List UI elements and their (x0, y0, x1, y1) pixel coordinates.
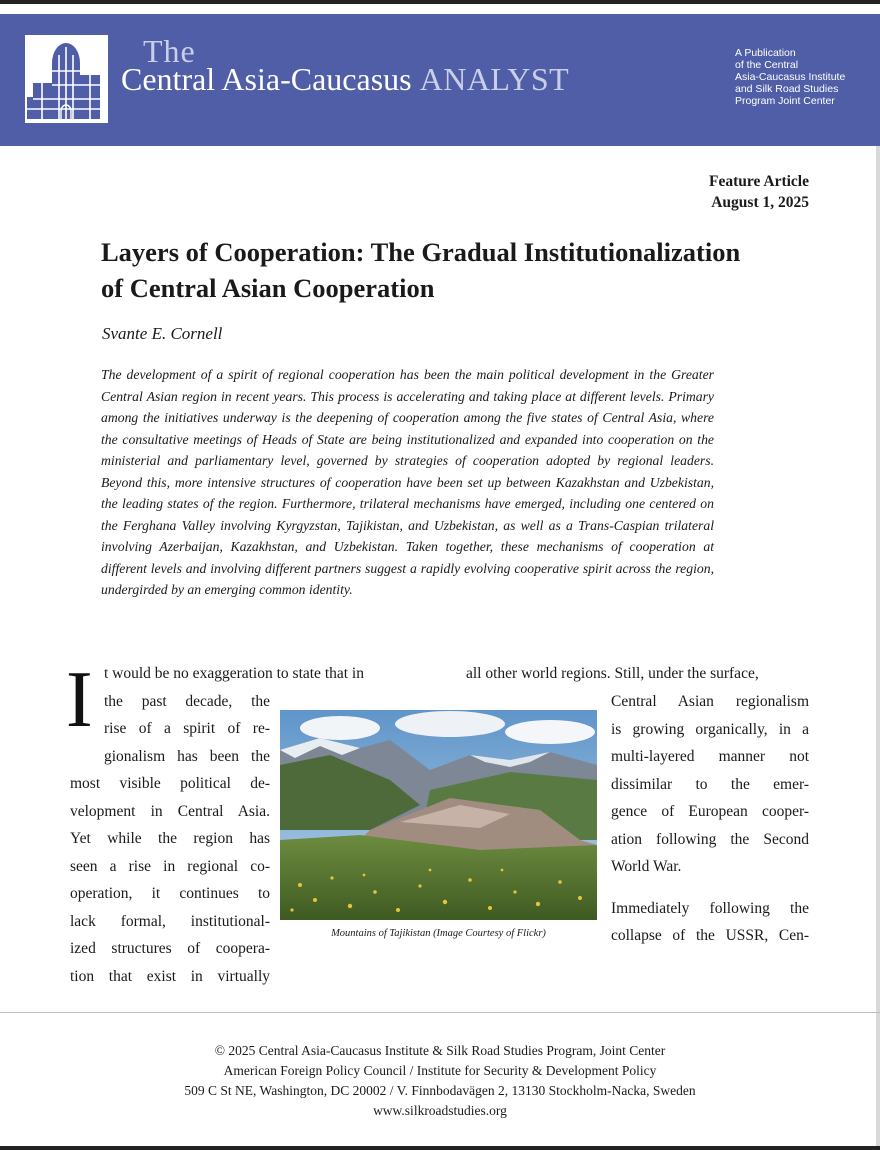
top-border (0, 0, 880, 4)
body-right-column (611, 688, 809, 950)
institute-logo (25, 35, 108, 123)
publication-line: Asia-Caucasus Institute (735, 71, 846, 83)
mountain-landscape-image (280, 710, 597, 920)
body-line: tion that exist in virtually (70, 967, 270, 985)
body-line: Central Asian regionalism (611, 693, 809, 710)
body-line: lack formal, institutional- (70, 912, 270, 930)
article-abstract: The development of a spirit of regional cooperation has been the main political development in the Greater Central Asian region in recent years. This process is accelerating and taking place at different levels. Primary among the initiatives underway is the deepening of cooperation among the five states of Central Asia, where the consultative meetings of Heads of State are being institutionalized and expanded into cooperation on the ministerial and parliamentary level, governed by strategies of cooperation adopted by regional leaders. Beyond this, more intensive structures of cooperation have been set up between Kazakhstan and Uzbekistan, the leading states of the region. Furthermore, trilateral mechanisms have emerged, including one centered on the Ferghana Valley involving Kyrgyzstan, Tajikistan, and Uzbekistan, as well as a Trans-Caspian trilateral involving Azerbaijan, Kazakhstan, and Uzbekistan. Taken together, these mechanisms of cooperation at different levels and involving different partners suggest a rapidly evolving cooperative spirit across the region, undergirded by an emerging common identity. (101, 367, 714, 597)
article-date: August 1, 2025 (711, 194, 809, 211)
body-line: ation following the Second (611, 830, 809, 848)
body-line: ized structures of coopera- (70, 940, 270, 957)
body-line: collapse of the USSR, Cen- (611, 927, 809, 944)
article-meta (709, 171, 809, 213)
page-edge (876, 146, 880, 1146)
footer-addresses: 509 C St NE, Washington, DC 20002 / V. Finnbodavägen 2, 13130 Stockholm-Nacka, Sweden (184, 1083, 696, 1098)
title-line: of Central Asian Cooperation (101, 273, 435, 303)
body-line: operation, it continues to (70, 885, 270, 902)
body-line: gence of European cooper- (611, 803, 809, 820)
page-footer (0, 1041, 880, 1121)
drop-cap: I (66, 656, 93, 744)
body-line: most visible political de- (70, 775, 270, 792)
mountains-photo (280, 710, 597, 920)
article-author: Svante E. Cornell (102, 324, 223, 343)
body-line: multi-layered manner not (611, 748, 809, 765)
body-first-line: t would be no exaggeration to state that in (104, 665, 364, 682)
title-line: Layers of Cooperation: The Gradual Institutionalization (101, 237, 741, 267)
footer-website-link[interactable]: www.silkroadstudies.org (373, 1103, 507, 1118)
body-line: seen a rise in regional co- (70, 857, 270, 875)
paragraph-gap (611, 881, 809, 895)
body-line: Yet while the region has (70, 830, 270, 847)
publication-note (735, 47, 875, 107)
publication-line: of the Central (735, 59, 799, 71)
body-line: the past decade, the (104, 692, 270, 710)
bottom-border (0, 1146, 880, 1150)
body-right-first-line: all other world regions. Still, under the surface, (466, 665, 759, 682)
article-title (101, 234, 841, 306)
masthead-analyst: ANALYST (419, 61, 570, 97)
article-type: Feature Article (709, 173, 809, 190)
body-line: rise of a spirit of re- (104, 720, 270, 737)
body-left-column (70, 660, 270, 990)
publication-line: and Silk Road Studies (735, 83, 839, 95)
body-line: is growing organically, in a (611, 720, 809, 738)
body-line: Immediately following the (611, 899, 809, 917)
header-banner (0, 14, 880, 146)
footer-copyright: © 2025 Central Asia-Caucasus Institute & Silk Road Studies Program, Joint Center (214, 1043, 666, 1058)
footer-divider (0, 1012, 880, 1013)
body-line: velopment in Central Asia. (70, 802, 270, 820)
image-caption: Mountains of Tajikistan (Image Courtesy of Flickr) (331, 928, 546, 939)
masthead-title (121, 61, 569, 97)
body-line: gionalism has been the (104, 747, 270, 765)
building-logo-icon (25, 35, 108, 123)
body-line: World War. (611, 858, 682, 875)
masthead-main-text: Central Asia-Caucasus (121, 61, 412, 97)
masthead-the: The (143, 33, 196, 69)
footer-organizations: American Foreign Policy Council / Institute for Security & Development Policy (223, 1063, 657, 1078)
body-line: dissimilar to the emer- (611, 775, 809, 793)
publication-line: A Publication (735, 47, 796, 59)
publication-line: Program Joint Center (735, 95, 835, 107)
